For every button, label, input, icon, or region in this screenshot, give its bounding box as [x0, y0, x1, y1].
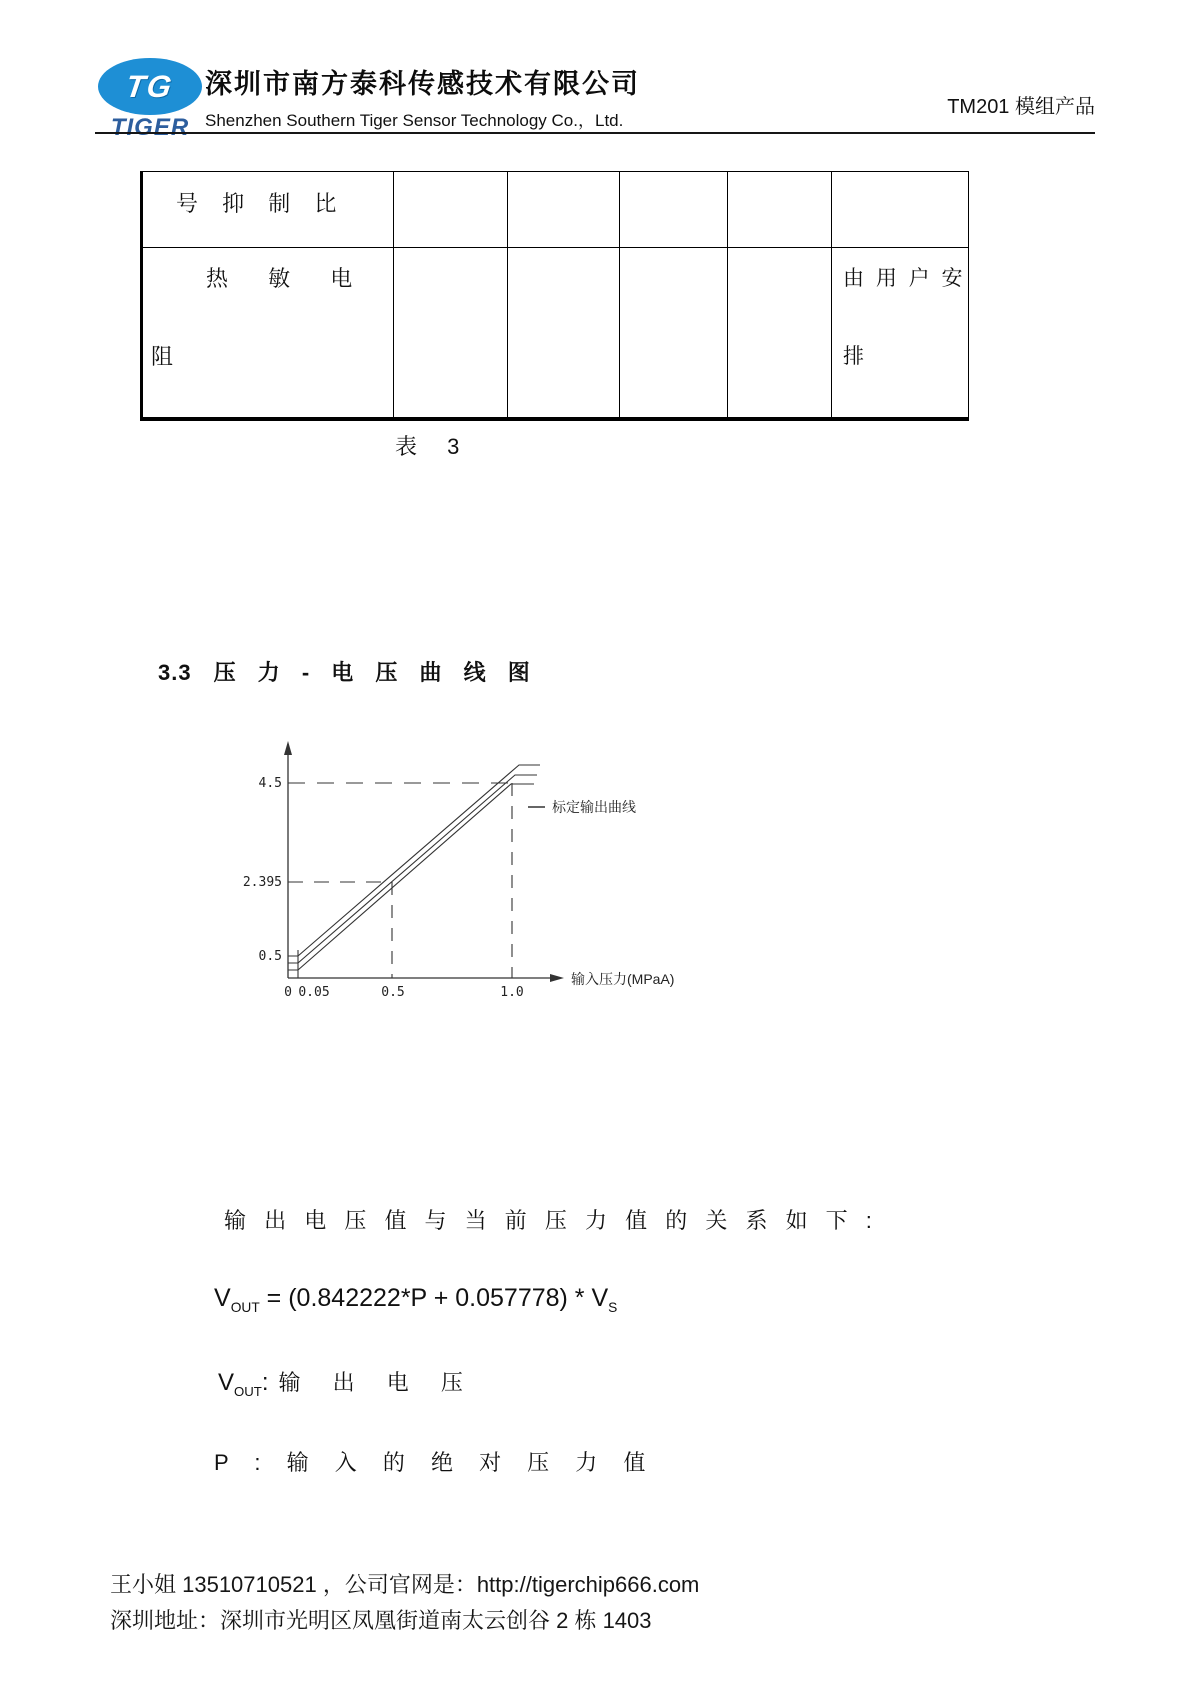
company-name-english: Shenzhen Southern Tiger Sensor Technology Co.，Ltd. — [205, 111, 624, 130]
p-definition: P : 输 入 的 绝 对 压 力 值 — [214, 1450, 656, 1475]
footer-address-line: 深圳地址：深圳市光明区凤凰街道南太云创谷 2 栋 1403 — [110, 1608, 652, 1633]
vout-text: 输 出 电 压 — [278, 1370, 476, 1395]
y-tick-2-395: 2.395 — [242, 875, 282, 890]
table-cell-text: 热 敏 电 — [206, 266, 370, 291]
table-cell-r2c3 — [508, 248, 620, 417]
output-curve-line-middle — [288, 775, 537, 963]
y-axis-arrow-icon — [284, 741, 292, 755]
relation-sentence: 输 出 电 压 值 与 当 前 压 力 值 的 关 系 如 下 : — [224, 1208, 878, 1233]
table-cell-text: 号 抑 制 比 — [176, 191, 346, 216]
formula-rhs: = (0.842222*P + 0.057778) * — [266, 1284, 592, 1312]
table-cell-r2c2 — [394, 248, 508, 417]
logo-tg-monogram: TG — [124, 68, 177, 104]
formula-sub-out: OUT — [230, 1300, 260, 1315]
x-axis-label: 输入压力(MPaA) — [571, 971, 675, 987]
x-tick-0-05: 0.05 — [298, 985, 330, 1000]
table-cell-r1c2 — [394, 172, 508, 248]
product-title: TM201 模组产品 — [947, 96, 1095, 118]
table-cell-r2c1 — [143, 248, 394, 417]
x-tick-0-5: 0.5 — [381, 985, 405, 1000]
chart-canvas — [222, 688, 682, 1008]
footer-contact-line: 王小姐 13510710521 ，公司官网是：http://tigerchip666.com — [110, 1572, 700, 1597]
table-cell-r1c1 — [143, 172, 394, 248]
company-name-chinese: 深圳市南方泰科传感技术有限公司 — [205, 69, 640, 99]
section-title: 压 力 - 电 压 曲 线 图 — [213, 660, 538, 685]
logo-tiger-wordmark: TIGER — [110, 114, 190, 141]
table-cell-r1c4 — [620, 172, 728, 248]
spec-table — [140, 171, 969, 421]
x-axis-arrow-icon — [550, 974, 564, 982]
output-voltage-formula — [214, 1284, 617, 1315]
pressure-voltage-chart — [222, 688, 682, 1008]
legend-label: 标定输出曲线 — [552, 799, 636, 815]
vout-colon: : — [261, 1369, 269, 1396]
table-cell-r2c4 — [620, 248, 728, 417]
x-tick-0: 0 — [284, 985, 292, 1000]
formula-v: V — [214, 1284, 231, 1312]
x-tick-1-0: 1.0 — [500, 985, 524, 1000]
table-cell-r1c6 — [832, 172, 968, 248]
table-cell-text: 排 — [843, 345, 864, 368]
table-cell-r2c5 — [728, 248, 832, 417]
table-cell-text: 由 用 户 安 — [843, 267, 966, 290]
header-divider — [95, 132, 1095, 134]
output-curve-line-top — [288, 765, 540, 956]
company-logo — [98, 58, 202, 115]
table-cell-r1c5 — [728, 172, 832, 248]
table-caption: 表 3 — [395, 434, 472, 459]
output-curve-line-bottom — [288, 784, 534, 970]
table-cell-r2c6 — [832, 248, 968, 417]
table-cell-r1c3 — [508, 172, 620, 248]
table-cell-text: 阻 — [151, 344, 191, 369]
vout-sub: OUT — [234, 1383, 262, 1399]
y-tick-0-5: 0.5 — [258, 949, 282, 964]
y-tick-4-5: 4.5 — [258, 776, 282, 791]
formula-sub-s: S — [608, 1300, 618, 1315]
section-number: 3.3 — [158, 660, 192, 685]
formula-vs: V — [591, 1284, 609, 1312]
vout-definition — [218, 1366, 476, 1399]
section-heading — [158, 656, 538, 687]
vout-v: V — [218, 1369, 235, 1396]
